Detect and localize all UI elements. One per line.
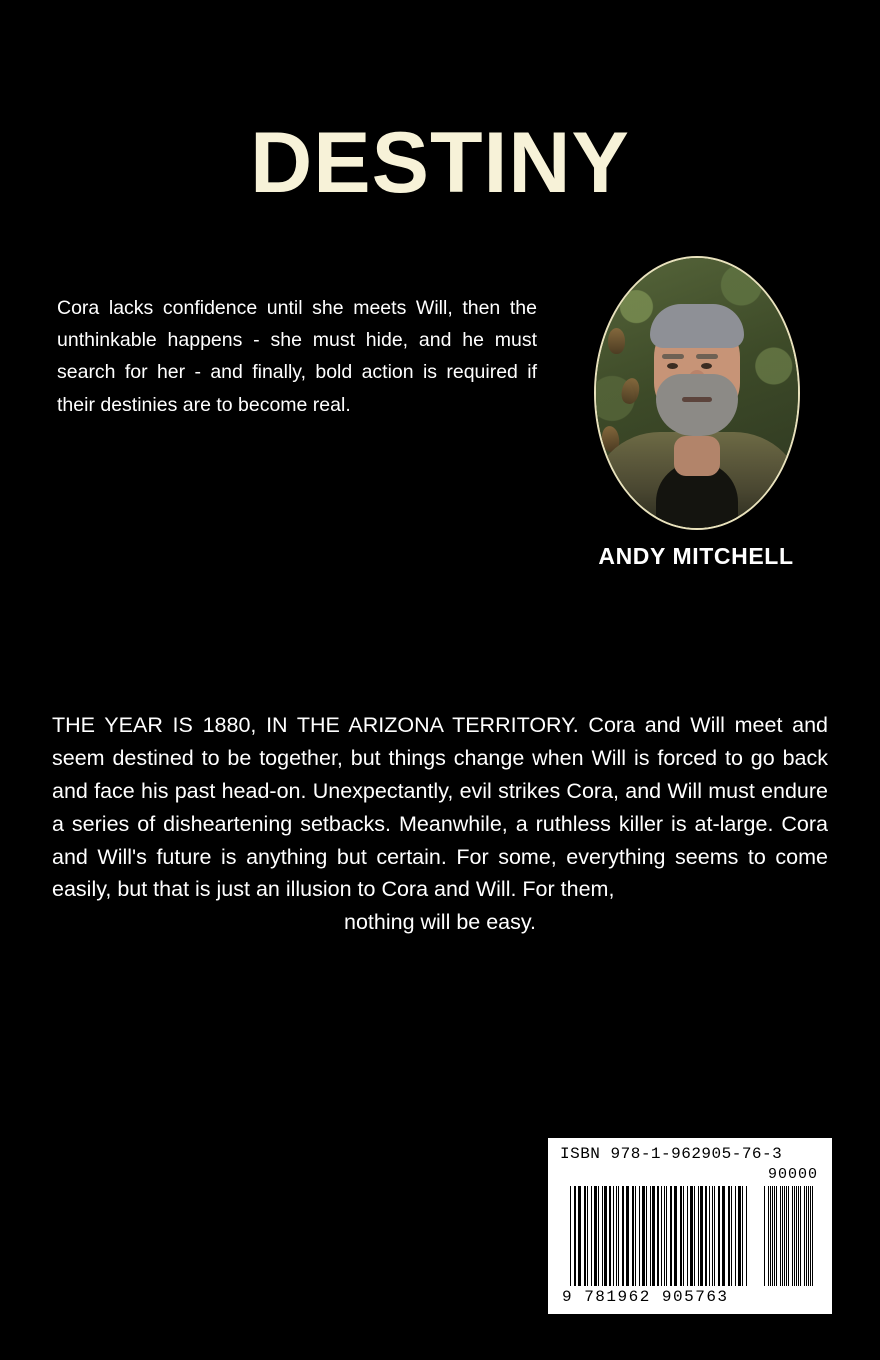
book-title: DESTINY xyxy=(250,115,630,211)
price-code-label: 90000 xyxy=(767,1166,818,1183)
isbn-label: ISBN 978-1-962905-76-3 xyxy=(560,1145,783,1163)
ean5-bars xyxy=(764,1186,816,1286)
author-portrait xyxy=(594,256,796,526)
neck xyxy=(674,436,720,476)
hair xyxy=(650,304,744,348)
isbn-barcode xyxy=(548,1138,832,1314)
ean13-bars xyxy=(570,1186,748,1286)
eye-left xyxy=(667,363,678,369)
eyebrow-right xyxy=(696,354,718,359)
eyebrow-left xyxy=(662,354,684,359)
author-figure xyxy=(596,258,798,528)
book-blurb: Cora lacks confidence until she meets Will, then the unthinkable happens - she must hide, and he must search for her - and finally, bold action is required if their destinies are to become real. xyxy=(57,297,537,416)
author-photo-frame xyxy=(594,256,800,530)
book-description xyxy=(52,709,828,939)
description-body: THE YEAR IS 1880, IN THE ARIZONA TERRITORY. Cora and Will meet and seem destined to be together, but things change when Will is forced to go back and face his past head-on. Unexpectantly, evil strikes Cora, and Will must endure a series of disheartening setbacks. Meanwhile, a ruthless killer is at-large. Cora and Will's future is anything but certain. For some, everything seems to come easily, but that is just an illusion to Cora and Will. For them, xyxy=(52,713,828,902)
ean13-digits: 9 781962 905763 xyxy=(562,1288,729,1306)
description-last-line: nothing will be easy. xyxy=(343,910,537,935)
eye-right xyxy=(701,363,712,369)
beard xyxy=(656,374,738,436)
author-name: ANDY MITCHELL xyxy=(598,543,794,569)
mouth xyxy=(682,397,712,402)
